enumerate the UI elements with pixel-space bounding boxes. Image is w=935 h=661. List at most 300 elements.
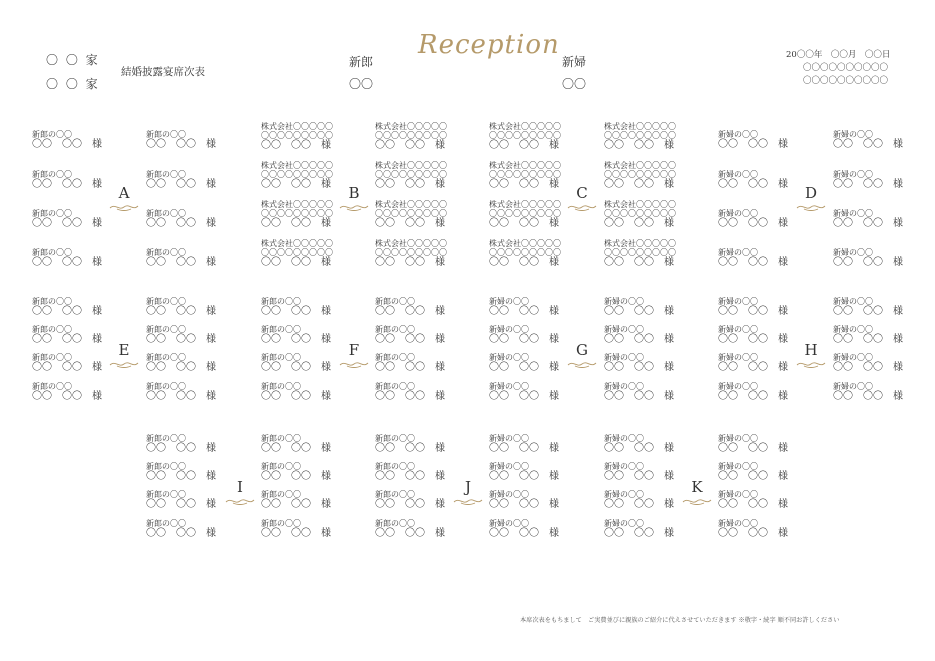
guest-name: 〇〇 〇〇 様 (261, 218, 331, 229)
guest-name: 〇〇 〇〇 様 (489, 140, 559, 151)
guest-entry (718, 462, 818, 483)
guest-name: 〇〇 〇〇 様 (833, 362, 903, 373)
guest-affiliation: 新婦の〇〇 (604, 382, 644, 391)
guest-name: 〇〇 〇〇 様 (604, 391, 674, 402)
guest-entry (604, 122, 704, 152)
guest-name: 〇〇 〇〇 様 (718, 179, 788, 190)
guest-affiliation: 株式会社〇〇〇〇〇 (604, 122, 676, 131)
guest-affiliation: 株式会社〇〇〇〇〇 (261, 161, 333, 170)
guest-affiliation: 新郎の〇〇 (32, 248, 72, 257)
guest-name: 〇〇 〇〇 様 (489, 334, 559, 345)
guest-affiliation: 株式会社〇〇〇〇〇 (489, 239, 561, 248)
bride-label: 新婦 (562, 55, 587, 69)
guest-entry (718, 248, 818, 269)
guest-affiliation: 〇〇〇〇〇〇〇〇〇 (489, 209, 561, 218)
flourish-ornament (339, 359, 369, 369)
guest-affiliation: 新郎の〇〇 (261, 462, 301, 471)
guest-affiliation: 〇〇〇〇〇〇〇〇〇 (375, 248, 447, 257)
guest-affiliation: 新婦の〇〇 (489, 353, 529, 362)
guest-affiliation: 新婦の〇〇 (489, 434, 529, 443)
guest-affiliation: 新婦の〇〇 (604, 297, 644, 306)
guest-name: 〇〇 〇〇 様 (489, 179, 559, 190)
guest-affiliation: 新婦の〇〇 (718, 490, 758, 499)
guest-affiliation: 新郎の〇〇 (32, 130, 72, 139)
guest-affiliation: 〇〇〇〇〇〇〇〇〇 (604, 170, 676, 179)
guest-name: 〇〇 〇〇 様 (604, 257, 674, 268)
guest-affiliation: 新郎の〇〇 (261, 490, 301, 499)
flourish-ornament (567, 359, 597, 369)
guest-entry (32, 209, 132, 230)
bride-name: 〇〇 (562, 77, 587, 91)
guest-name: 〇〇 〇〇 様 (261, 528, 331, 539)
guest-entry (489, 382, 589, 403)
guest-name: 〇〇 〇〇 様 (489, 306, 559, 317)
guest-entry (375, 122, 475, 152)
guest-affiliation: 新郎の〇〇 (32, 297, 72, 306)
guest-entry (604, 382, 704, 403)
guest-affiliation: 株式会社〇〇〇〇〇 (375, 200, 447, 209)
guest-affiliation: 新郎の〇〇 (146, 209, 186, 218)
guest-affiliation: 新婦の〇〇 (489, 382, 529, 391)
guest-affiliation: 株式会社〇〇〇〇〇 (604, 161, 676, 170)
guest-affiliation: 新郎の〇〇 (375, 490, 415, 499)
guest-name: 〇〇 〇〇 様 (261, 140, 331, 151)
guest-name: 〇〇 〇〇 様 (833, 218, 903, 229)
groom-label: 新郎 (349, 55, 374, 69)
guest-entry (146, 353, 246, 374)
guest-entry (489, 462, 589, 483)
guest-affiliation: 新郎の〇〇 (32, 382, 72, 391)
table-label-b (334, 185, 374, 212)
guest-affiliation: 新郎の〇〇 (146, 325, 186, 334)
guest-name: 〇〇 〇〇 様 (833, 334, 903, 345)
guest-entry (261, 122, 361, 152)
flourish-ornament (453, 496, 483, 506)
guest-affiliation: 新婦の〇〇 (489, 519, 529, 528)
guest-name: 〇〇 〇〇 様 (604, 334, 674, 345)
guest-affiliation: 新婦の〇〇 (489, 462, 529, 471)
guest-entry (604, 161, 704, 191)
guest-entry (718, 519, 818, 540)
table-label-i (220, 479, 260, 506)
groom-name: 〇〇 (349, 77, 374, 91)
guest-affiliation: 〇〇〇〇〇〇〇〇〇 (261, 248, 333, 257)
guest-affiliation: 新婦の〇〇 (604, 325, 644, 334)
guest-name: 〇〇 〇〇 様 (146, 471, 216, 482)
guest-name: 〇〇 〇〇 様 (604, 528, 674, 539)
table-letter: D (804, 184, 818, 202)
guest-name: 〇〇 〇〇 様 (375, 334, 445, 345)
guest-affiliation: 新郎の〇〇 (32, 325, 72, 334)
guest-name: 〇〇 〇〇 様 (375, 362, 445, 373)
guest-affiliation: 株式会社〇〇〇〇〇 (375, 239, 447, 248)
guest-affiliation: 〇〇〇〇〇〇〇〇〇 (489, 170, 561, 179)
guest-affiliation: 株式会社〇〇〇〇〇 (261, 200, 333, 209)
guest-name: 〇〇 〇〇 様 (718, 306, 788, 317)
guest-affiliation: 株式会社〇〇〇〇〇 (261, 122, 333, 131)
guest-affiliation: 新婦の〇〇 (718, 170, 758, 179)
guest-entry (833, 130, 933, 151)
guest-name: 〇〇 〇〇 様 (261, 306, 331, 317)
guest-name: 〇〇 〇〇 様 (604, 471, 674, 482)
guest-name: 〇〇 〇〇 様 (375, 218, 445, 229)
flourish-ornament (109, 359, 139, 369)
guest-affiliation: 新郎の〇〇 (146, 170, 186, 179)
guest-entry (604, 434, 704, 455)
guest-name: 〇〇 〇〇 様 (146, 257, 216, 268)
guest-affiliation: 〇〇〇〇〇〇〇〇〇 (489, 131, 561, 140)
guest-entry (146, 248, 246, 269)
guest-affiliation: 新郎の〇〇 (261, 325, 301, 334)
event-date: 20〇〇年 〇〇月 〇〇日 (786, 50, 891, 60)
guest-affiliation: 株式会社〇〇〇〇〇 (604, 200, 676, 209)
guest-affiliation: 〇〇〇〇〇〇〇〇〇 (489, 248, 561, 257)
guest-name: 〇〇 〇〇 様 (375, 528, 445, 539)
guest-affiliation: 新婦の〇〇 (833, 382, 873, 391)
guest-affiliation: 新郎の〇〇 (261, 382, 301, 391)
bride-family-name: 〇 〇 家 (46, 77, 100, 91)
guest-entry (489, 122, 589, 152)
table-letter: J (464, 478, 471, 496)
flourish-ornament (339, 202, 369, 212)
guest-affiliation: 新婦の〇〇 (833, 209, 873, 218)
guest-affiliation: 新郎の〇〇 (375, 519, 415, 528)
guest-name: 〇〇 〇〇 様 (489, 471, 559, 482)
guest-affiliation: 新婦の〇〇 (833, 130, 873, 139)
guest-name: 〇〇 〇〇 様 (718, 218, 788, 229)
table-label-g (562, 342, 602, 369)
guest-affiliation: 〇〇〇〇〇〇〇〇〇 (261, 170, 333, 179)
guest-entry (489, 239, 589, 269)
guest-entry (261, 239, 361, 269)
guest-name: 〇〇 〇〇 様 (375, 471, 445, 482)
guest-name: 〇〇 〇〇 様 (489, 499, 559, 510)
guest-entry (261, 462, 361, 483)
guest-affiliation: 新郎の〇〇 (261, 519, 301, 528)
guest-entry (604, 519, 704, 540)
guest-name: 〇〇 〇〇 様 (146, 499, 216, 510)
guest-name: 〇〇 〇〇 様 (32, 179, 102, 190)
guest-name: 〇〇 〇〇 様 (833, 257, 903, 268)
guest-affiliation: 新郎の〇〇 (375, 297, 415, 306)
guest-affiliation: 新郎の〇〇 (146, 434, 186, 443)
guest-entry (32, 297, 132, 318)
guest-entry (718, 490, 818, 511)
guest-name: 〇〇 〇〇 様 (489, 391, 559, 402)
reception-logo: Reception (418, 30, 560, 60)
table-letter: B (348, 184, 360, 202)
guest-name: 〇〇 〇〇 様 (833, 139, 903, 150)
guest-entry (604, 239, 704, 269)
table-label-a (104, 185, 144, 212)
guest-name: 〇〇 〇〇 様 (146, 391, 216, 402)
guest-affiliation: 新婦の〇〇 (489, 490, 529, 499)
guest-entry (261, 434, 361, 455)
flourish-ornament (225, 496, 255, 506)
guest-name: 〇〇 〇〇 様 (375, 391, 445, 402)
guest-affiliation: 新郎の〇〇 (375, 325, 415, 334)
guest-affiliation: 新郎の〇〇 (146, 130, 186, 139)
guest-name: 〇〇 〇〇 様 (718, 139, 788, 150)
venue-line-2: 〇〇〇〇〇〇〇〇〇〇 (803, 76, 889, 86)
guest-entry (375, 353, 475, 374)
guest-affiliation: 新郎の〇〇 (375, 462, 415, 471)
guest-name: 〇〇 〇〇 様 (261, 334, 331, 345)
guest-name: 〇〇 〇〇 様 (718, 334, 788, 345)
guest-name: 〇〇 〇〇 様 (718, 257, 788, 268)
guest-entry (146, 297, 246, 318)
guest-name: 〇〇 〇〇 様 (146, 139, 216, 150)
guest-name: 〇〇 〇〇 様 (833, 306, 903, 317)
guest-entry (718, 209, 818, 230)
guest-entry (375, 161, 475, 191)
guest-name: 〇〇 〇〇 様 (833, 391, 903, 402)
guest-affiliation: 〇〇〇〇〇〇〇〇〇 (261, 209, 333, 218)
guest-entry (718, 297, 818, 318)
guest-entry (718, 434, 818, 455)
guest-affiliation: 新郎の〇〇 (375, 382, 415, 391)
guest-affiliation: 新郎の〇〇 (32, 170, 72, 179)
guest-entry (375, 325, 475, 346)
guest-affiliation: 新婦の〇〇 (718, 382, 758, 391)
guest-affiliation: 新郎の〇〇 (146, 490, 186, 499)
guest-name: 〇〇 〇〇 様 (146, 443, 216, 454)
guest-name: 〇〇 〇〇 様 (261, 179, 331, 190)
guest-entry (489, 297, 589, 318)
guest-name: 〇〇 〇〇 様 (32, 139, 102, 150)
guest-entry (32, 130, 132, 151)
guest-affiliation: 〇〇〇〇〇〇〇〇〇 (604, 248, 676, 257)
guest-entry (375, 382, 475, 403)
guest-affiliation: 〇〇〇〇〇〇〇〇〇 (604, 209, 676, 218)
flourish-ornament (796, 202, 826, 212)
guest-name: 〇〇 〇〇 様 (604, 140, 674, 151)
guest-entry (261, 382, 361, 403)
table-letter: G (576, 341, 588, 359)
guest-name: 〇〇 〇〇 様 (261, 391, 331, 402)
guest-entry (146, 130, 246, 151)
guest-entry (375, 434, 475, 455)
guest-name: 〇〇 〇〇 様 (604, 179, 674, 190)
guest-affiliation: 株式会社〇〇〇〇〇 (489, 122, 561, 131)
guest-affiliation: 新郎の〇〇 (375, 353, 415, 362)
guest-name: 〇〇 〇〇 様 (375, 499, 445, 510)
guest-affiliation: 新婦の〇〇 (833, 248, 873, 257)
table-label-e (104, 342, 144, 369)
flourish-ornament (109, 202, 139, 212)
guest-affiliation: 新婦の〇〇 (718, 248, 758, 257)
guest-entry (261, 519, 361, 540)
guest-entry (833, 170, 933, 191)
guest-entry (489, 434, 589, 455)
guest-affiliation: 新郎の〇〇 (32, 209, 72, 218)
guest-name: 〇〇 〇〇 様 (146, 334, 216, 345)
table-label-d (791, 185, 831, 212)
guest-affiliation: 新郎の〇〇 (146, 382, 186, 391)
guest-name: 〇〇 〇〇 様 (718, 391, 788, 402)
guest-entry (489, 490, 589, 511)
guest-name: 〇〇 〇〇 様 (146, 306, 216, 317)
guest-name: 〇〇 〇〇 様 (375, 443, 445, 454)
table-label-h (791, 342, 831, 369)
guest-name: 〇〇 〇〇 様 (261, 257, 331, 268)
guest-affiliation: 新郎の〇〇 (261, 353, 301, 362)
table-letter: H (804, 341, 818, 359)
table-label-c (562, 185, 602, 212)
guest-affiliation: 新婦の〇〇 (833, 325, 873, 334)
guest-name: 〇〇 〇〇 様 (718, 471, 788, 482)
guest-affiliation: 新郎の〇〇 (32, 353, 72, 362)
guest-entry (375, 239, 475, 269)
guest-name: 〇〇 〇〇 様 (375, 140, 445, 151)
venue-line-1: 〇〇〇〇〇〇〇〇〇〇 (803, 63, 889, 73)
table-letter: I (237, 478, 243, 496)
guest-entry (718, 382, 818, 403)
guest-name: 〇〇 〇〇 様 (375, 257, 445, 268)
guest-affiliation: 〇〇〇〇〇〇〇〇〇 (375, 209, 447, 218)
guest-affiliation: 新婦の〇〇 (604, 490, 644, 499)
guest-affiliation: 新婦の〇〇 (718, 209, 758, 218)
table-label-j (448, 479, 488, 506)
guest-name: 〇〇 〇〇 様 (32, 334, 102, 345)
guest-name: 〇〇 〇〇 様 (146, 218, 216, 229)
guest-name: 〇〇 〇〇 様 (604, 306, 674, 317)
table-label-f (334, 342, 374, 369)
guest-entry (833, 325, 933, 346)
guest-name: 〇〇 〇〇 様 (604, 443, 674, 454)
guest-affiliation: 〇〇〇〇〇〇〇〇〇 (375, 170, 447, 179)
guest-affiliation: 株式会社〇〇〇〇〇 (489, 161, 561, 170)
guest-name: 〇〇 〇〇 様 (261, 471, 331, 482)
guest-affiliation: 新婦の〇〇 (833, 297, 873, 306)
groom-family-name: 〇 〇 家 (46, 53, 100, 67)
guest-entry (833, 353, 933, 374)
table-letter: C (576, 184, 588, 202)
guest-name: 〇〇 〇〇 様 (32, 257, 102, 268)
guest-affiliation: 新婦の〇〇 (833, 170, 873, 179)
guest-affiliation: 新郎の〇〇 (146, 297, 186, 306)
guest-entry (32, 382, 132, 403)
guest-entry (261, 297, 361, 318)
guest-name: 〇〇 〇〇 様 (604, 218, 674, 229)
table-letter: E (118, 341, 130, 359)
guest-name: 〇〇 〇〇 様 (261, 362, 331, 373)
guest-affiliation: 新婦の〇〇 (718, 434, 758, 443)
flourish-ornament (567, 202, 597, 212)
guest-name: 〇〇 〇〇 様 (489, 362, 559, 373)
guest-name: 〇〇 〇〇 様 (32, 218, 102, 229)
guest-affiliation: 株式会社〇〇〇〇〇 (489, 200, 561, 209)
guest-affiliation: 新婦の〇〇 (604, 434, 644, 443)
date-venue (786, 49, 890, 88)
guest-name: 〇〇 〇〇 様 (489, 257, 559, 268)
guest-name: 〇〇 〇〇 様 (489, 218, 559, 229)
guest-entry (604, 325, 704, 346)
guest-name: 〇〇 〇〇 様 (489, 443, 559, 454)
guest-entry (604, 200, 704, 230)
guest-affiliation: 新婦の〇〇 (718, 462, 758, 471)
guest-affiliation: 新郎の〇〇 (375, 434, 415, 443)
guest-name: 〇〇 〇〇 様 (375, 179, 445, 190)
guest-name: 〇〇 〇〇 様 (604, 362, 674, 373)
guest-affiliation: 新婦の〇〇 (718, 325, 758, 334)
guest-affiliation: 新郎の〇〇 (146, 353, 186, 362)
guest-name: 〇〇 〇〇 様 (146, 528, 216, 539)
guest-affiliation: 株式会社〇〇〇〇〇 (261, 239, 333, 248)
guest-affiliation: 株式会社〇〇〇〇〇 (375, 122, 447, 131)
guest-affiliation: 株式会社〇〇〇〇〇 (375, 161, 447, 170)
guest-entry (833, 209, 933, 230)
guest-name: 〇〇 〇〇 様 (718, 362, 788, 373)
guest-entry (489, 519, 589, 540)
guest-affiliation: 新郎の〇〇 (261, 434, 301, 443)
guest-name: 〇〇 〇〇 様 (375, 306, 445, 317)
guest-entry (146, 325, 246, 346)
guest-affiliation: 新婦の〇〇 (604, 353, 644, 362)
guest-affiliation: 〇〇〇〇〇〇〇〇〇 (375, 131, 447, 140)
guest-affiliation: 新婦の〇〇 (604, 462, 644, 471)
guest-name: 〇〇 〇〇 様 (32, 391, 102, 402)
guest-entry (375, 297, 475, 318)
guest-entry (833, 382, 933, 403)
guest-name: 〇〇 〇〇 様 (146, 362, 216, 373)
guest-entry (146, 209, 246, 230)
guest-affiliation: 新郎の〇〇 (261, 297, 301, 306)
table-letter: A (118, 184, 130, 202)
guest-entry (375, 519, 475, 540)
page-title: 結婚披露宴席次表 (121, 66, 205, 78)
guest-affiliation: 新郎の〇〇 (146, 248, 186, 257)
guest-name: 〇〇 〇〇 様 (489, 528, 559, 539)
guest-name: 〇〇 〇〇 様 (718, 443, 788, 454)
guest-affiliation: 新郎の〇〇 (146, 462, 186, 471)
guest-name: 〇〇 〇〇 様 (718, 499, 788, 510)
guest-entry (32, 248, 132, 269)
guest-entry (146, 519, 246, 540)
guest-affiliation: 新婦の〇〇 (718, 519, 758, 528)
table-letter: F (348, 341, 360, 359)
guest-name: 〇〇 〇〇 様 (261, 443, 331, 454)
guest-affiliation: 〇〇〇〇〇〇〇〇〇 (604, 131, 676, 140)
footer-note: 本席次表をもちまして ご実費並びに親族のご紹介に代えさせていただきます ※敬字・続字 順不同お許しください (520, 617, 840, 624)
guest-name: 〇〇 〇〇 様 (833, 179, 903, 190)
guest-entry (146, 170, 246, 191)
table-letter: K (691, 478, 703, 496)
guest-entry (833, 248, 933, 269)
guest-affiliation: 新婦の〇〇 (604, 519, 644, 528)
guest-entry (833, 297, 933, 318)
guest-entry (718, 130, 818, 151)
guest-name: 〇〇 〇〇 様 (718, 528, 788, 539)
guest-affiliation: 新婦の〇〇 (718, 297, 758, 306)
guest-affiliation: 新郎の〇〇 (146, 519, 186, 528)
guest-entry (604, 297, 704, 318)
guest-entry (375, 200, 475, 230)
guest-affiliation: 〇〇〇〇〇〇〇〇〇 (261, 131, 333, 140)
flourish-ornament (682, 496, 712, 506)
guest-entry (146, 434, 246, 455)
flourish-ornament (796, 359, 826, 369)
guest-entry (604, 353, 704, 374)
guest-affiliation: 新婦の〇〇 (718, 353, 758, 362)
guest-affiliation: 新婦の〇〇 (718, 130, 758, 139)
guest-entry (261, 490, 361, 511)
guest-name: 〇〇 〇〇 様 (146, 179, 216, 190)
table-label-k (677, 479, 717, 506)
guest-affiliation: 新婦の〇〇 (489, 297, 529, 306)
guest-affiliation: 新婦の〇〇 (833, 353, 873, 362)
guest-name: 〇〇 〇〇 様 (261, 499, 331, 510)
